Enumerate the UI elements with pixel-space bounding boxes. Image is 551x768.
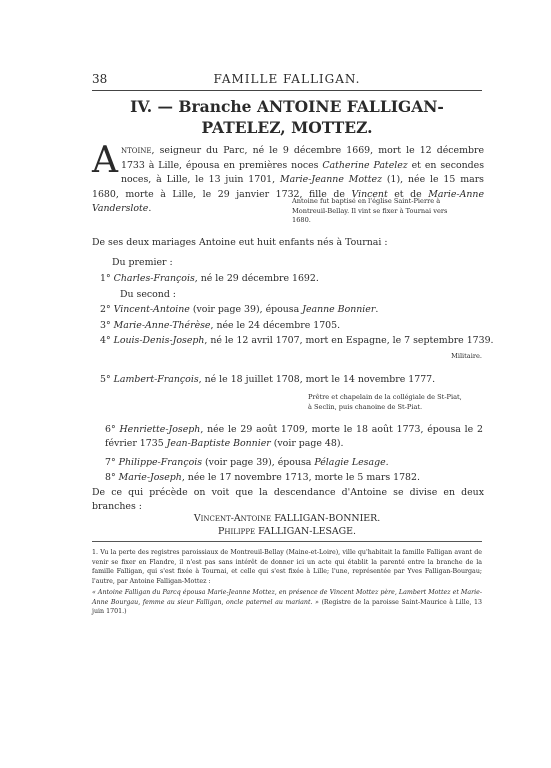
child-4: 4° Louis-Denis-Joseph, né le 12 avril 1707, mort en Espagne, le 7 septembre 1739. bbox=[100, 335, 494, 346]
title-line-1: IV. — Branche ANTOINE FALLIGAN- bbox=[130, 97, 444, 116]
first-marriage-label: Du premier : bbox=[112, 257, 173, 268]
intro-name: ntoine bbox=[121, 145, 152, 156]
child-3: 3° Marie-Anne-Thérèse, née le 24 décembre 1705. bbox=[100, 320, 341, 331]
page-number: 38 bbox=[92, 72, 108, 86]
side-note-baptism: Antoine fut baptisé en l'église Saint-Pierre à Montreuil-Bellay. Il vint se fixer à Tournai vers 1680. bbox=[292, 197, 448, 224]
footnote-rule bbox=[92, 541, 482, 542]
side-note-military: Militaire. bbox=[451, 352, 482, 360]
child-6: 6° Henriette-Joseph, née le 29 août 1709, morte le 18 août 1773, épousa le 2 février 1735 Jean-Baptiste Bonnier (voir page 48). bbox=[105, 424, 483, 449]
child-2: 2° Vincent-Antoine (voir page 39), épousa Jeanne Bonnier. bbox=[100, 304, 379, 315]
child-5: 5° Lambert-François, né le 18 juillet 1708, mort le 14 novembre 1777. bbox=[100, 374, 436, 385]
children-intro: De ses deux mariages Antoine eut huit enfants nés à Tournai : bbox=[92, 237, 388, 248]
father-name: Vincent bbox=[351, 188, 388, 200]
footnote-1: 1. Vu la perte des registres paroissiaux de Montreuil-Bellay (Maine-et-Loire), ville qu'habitait la famille Falligan avant de venir se fixer en Flandre, il n'est pas sans intérêt de donner ici un acte qui établit la parenté entre la branche de la famille Falligan, qui s'est fixée à Tournai, et celle qui s'est fixée à Lille; l'une, représentée par Yves Falligan-Bourgau; l'autre, par Antoine Falligan-Mottez : bbox=[92, 549, 482, 585]
footnote-2: « Antoine Falligan du Parcq épousa Marie-Jeanne Mottez, en présence de Vincent Mottez père, Lambert Mottez et Marie-Anne Bourgau, femme au sieur Falligan, oncle paternel au mariant. » (Registre de la paroisse Saint-Maurice à Lille, 13 juin 1701.) bbox=[92, 589, 482, 615]
child-7: 7° Philippe-François (voir page 39), épousa Pélagie Lesage. bbox=[105, 457, 389, 468]
spouse-1: Catherine Patelez bbox=[322, 159, 408, 171]
side-note-priest: Prêtre et chapelain de la collégiale de St-Piat, à Seclin, puis chanoine de St-Piat. bbox=[308, 393, 462, 411]
child-8: 8° Marie-Joseph, née le 17 novembre 1713, morte le 5 mars 1782. bbox=[105, 472, 420, 483]
spouse-2: Marie-Jeanne Mottez bbox=[279, 174, 383, 186]
intro-paragraph: Antoine, seigneur du Parc, né le 9 décembre 1669, mort le 12 décembre 1733 à Lille, épousa en premières noces Catherine Patelez et en secondes noces, à Lille, le 13 juin 1701, Marie-Jeanne Mottez (1), née le 15 mars 1680, morte à Lille, le 29 janvier 1732, fille de Vincent et de Marie-Anne Vanderslote. bbox=[92, 140, 485, 215]
section-title bbox=[92, 96, 482, 138]
drop-cap: A bbox=[92, 140, 118, 181]
mother-name: Marie-Anne Vanderslote bbox=[92, 188, 484, 215]
child-1: 1° Charles-François, né le 29 décembre 1692. bbox=[100, 273, 319, 284]
conclusion-paragraph: De ce qui précède on voit que la descendance d'Antoine se divise en deux branches : bbox=[92, 487, 484, 512]
second-marriage-label: Du second : bbox=[120, 289, 176, 300]
running-head: FAMILLE FALLIGAN. bbox=[213, 72, 361, 86]
branch-2: Philippe FALLIGAN-LESAGE. bbox=[218, 526, 356, 537]
page-header bbox=[92, 72, 482, 88]
title-line-2: PATELEZ, MOTTEZ. bbox=[201, 118, 373, 137]
header-rule bbox=[92, 90, 482, 91]
branch-1: Vincent-Antoine FALLIGAN-BONNIER. bbox=[193, 513, 381, 524]
